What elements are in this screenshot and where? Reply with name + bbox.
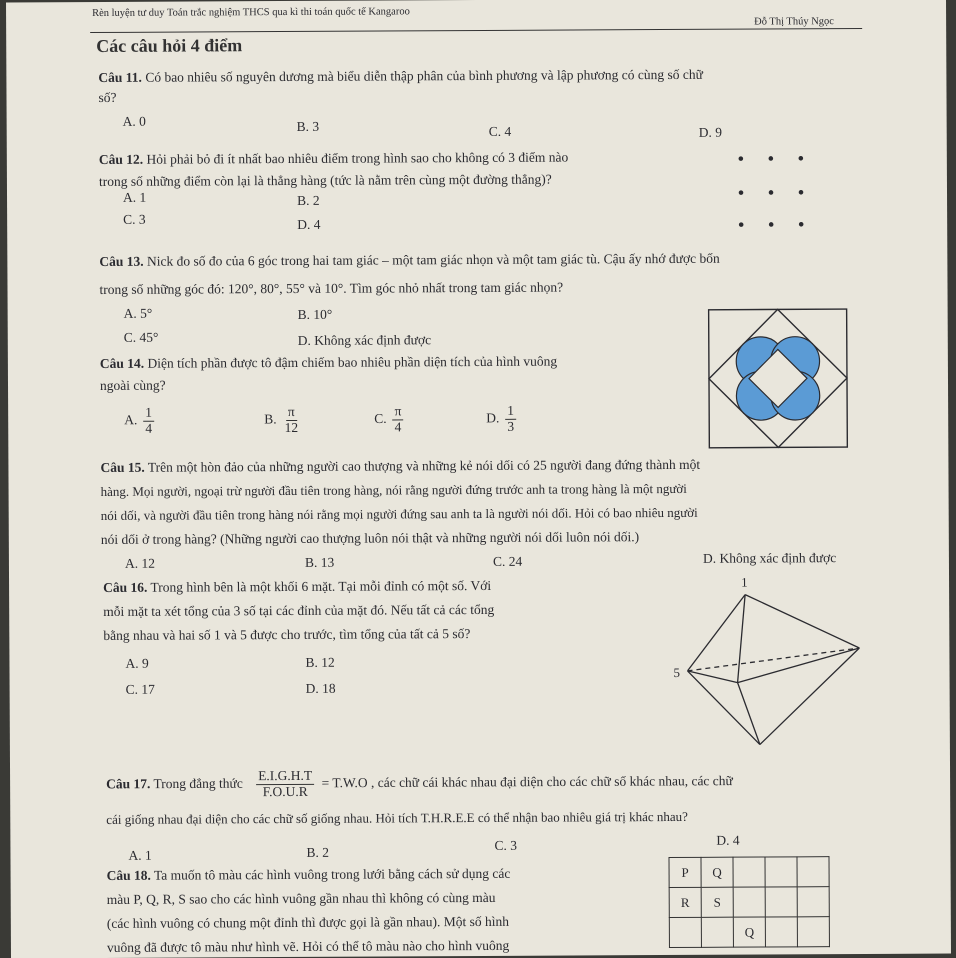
q17-line2: cái giống nhau đại diện cho các chữ số giống nhau. Hỏi tích T.H.R.E.E có thể nhận bao nhiêu giá trị khác nhau?: [106, 808, 688, 827]
q17-option-b: B. 2: [306, 844, 330, 860]
q16-bipyramid-figure: [669, 572, 870, 753]
q12-dot: [739, 156, 744, 161]
q16-option-c: C. 17: [125, 681, 155, 697]
q17-label: Câu 17.: [106, 776, 151, 792]
q14-option-c: C. $\frac{\pi}{4}$: [374, 403, 402, 435]
q12-dot: [799, 190, 804, 195]
q12-option-c: C. 3: [123, 211, 146, 227]
q15-line3: nói dối, và người đầu tiên trong hàng nói rằng mọi người đứng sau anh ta là người nói dối. Hỏi có bao nhiêu người: [100, 504, 698, 523]
q15-option-c: C. 24: [492, 553, 523, 569]
q13-option-d: D. Không xác định được: [297, 332, 432, 348]
q16-vertex-top-label: 1: [741, 574, 748, 590]
q16-line1: [103, 578, 491, 596]
q17-line1: [106, 767, 733, 801]
q16-option-a: A. 9: [125, 655, 149, 671]
q13-label: Câu 13.: [99, 253, 144, 269]
q15-line4: nói dối ở trong hàng? (Những người cao thượng luôn nói thật và những người nói dối luôn nói dối.): [100, 529, 640, 547]
grid-cell: [701, 917, 733, 947]
q12-dot: [739, 190, 744, 195]
q18-label: Câu 18.: [106, 867, 151, 883]
q17-option-a: A. 1: [128, 847, 152, 863]
grid-cell: R: [669, 887, 701, 917]
q17-pre: Trong đẳng thức: [153, 775, 243, 792]
q11-line2: số?: [98, 89, 117, 105]
q12-dot: [769, 156, 774, 161]
q18-text: Ta muốn tô màu các hình vuông trong lưới bằng cách sử dụng các: [153, 865, 511, 883]
q18-color-grid: [668, 856, 829, 948]
grid-cell: [765, 857, 797, 887]
q18-line2: màu P, Q, R, S sao cho các hình vuông gần nhau thì không có cùng màu: [106, 889, 496, 907]
q12-dot: [799, 222, 804, 227]
q11-option-c: C. 4: [488, 123, 512, 139]
q15-line2: hàng. Mọi người, ngoại trừ người đầu tiên trong hàng, nói rằng người đứng trước anh ta trong hàng là một người: [100, 480, 687, 499]
q12-dot: [799, 156, 804, 161]
q12-option-d: D. 4: [297, 216, 321, 232]
q15-line1: [100, 457, 700, 476]
q14-label: Câu 14.: [99, 355, 145, 371]
q11-label: Câu 11.: [98, 69, 142, 85]
q12-line2: trong số những điểm còn lại là thẳng hàng (tức là nằm trên cùng một đường thẳng)?: [98, 171, 552, 189]
q11-option-b: B. 3: [296, 118, 320, 134]
q16-line2: mỗi mặt ta xét tổng của 3 số tại các đỉnh của mặt đó. Nếu tất cả các tổng: [103, 601, 495, 619]
q11-option-a: A. 0: [122, 113, 146, 129]
q15-option-d: D. Không xác định được: [702, 550, 837, 566]
q13-text: Nick đo số đo của 6 góc trong hai tam giác – một tam giác nhọn và một tam giác tù. Cậu ấy nhớ được bốn: [146, 250, 720, 269]
q16-label: Câu 16.: [103, 579, 148, 595]
q12-dot: [769, 190, 774, 195]
grid-cell: [733, 857, 765, 887]
q16-option-b: B. 12: [305, 654, 335, 670]
q18-line1: [107, 866, 511, 884]
q17-fraction: $\frac{E.I.G.H.T}{F.O.U.R}$: [256, 769, 314, 800]
q12-text: Hỏi phải bỏ đi ít nhất bao nhiêu điểm trong hình sao cho không có 3 điểm nào: [146, 149, 569, 167]
grid-cell: [765, 887, 797, 917]
q14-option-d: D. $\frac{1}{3}$: [486, 402, 515, 434]
q16-option-d: D. 18: [305, 680, 336, 696]
grid-cell: [669, 917, 701, 947]
q12-label: Câu 12.: [98, 151, 144, 167]
section-title: Các câu hỏi 4 điểm: [96, 35, 243, 56]
q15-option-b: B. 13: [304, 554, 335, 570]
q15-label: Câu 15.: [100, 459, 145, 475]
q13-option-c: C. 45°: [123, 329, 159, 345]
q16-vertex-left-label: 5: [673, 664, 681, 680]
header-rule: [90, 28, 862, 33]
grid-cell: S: [701, 887, 733, 917]
q12-option-a: A. 1: [122, 189, 147, 205]
document-page: [6, 0, 951, 958]
q14-option-a: A. $\frac{1}{4}$: [124, 404, 153, 436]
grid-cell: [797, 917, 829, 947]
grid-cell: [797, 857, 829, 887]
q12-option-b: B. 2: [297, 192, 320, 208]
q14-line1: [100, 354, 557, 372]
q16-line3: bằng nhau và hai số 1 và 5 được cho trước, tìm tổng của tất cả 5 số?: [103, 626, 471, 643]
q13-option-b: B. 10°: [297, 306, 333, 322]
grid-cell: Q: [701, 857, 733, 887]
grid-row: [669, 917, 829, 948]
header-left: Rèn luyện tư duy Toán trắc nghiệm THCS qua kì thi toán quốc tế Kangaroo: [92, 6, 410, 20]
grid-cell: [797, 887, 829, 917]
q14-text: Diện tích phần được tô đậm chiếm bao nhiêu phần diện tích của hình vuông: [147, 353, 558, 371]
q17-post: = T.W.O , các chữ cái khác nhau đại diện cho các chữ số khác nhau, các chữ: [321, 773, 733, 791]
grid-cell: [733, 887, 765, 917]
grid-cell: Q: [733, 917, 765, 947]
grid-cell: P: [669, 857, 701, 887]
q11-option-d: D. 9: [698, 124, 722, 140]
q12-dot-grid-figure: [727, 146, 817, 236]
q11-text: Có bao nhiêu số nguyên dương mà biểu diễn thập phân của bình phương và lập phương có cùng số chữ: [145, 66, 703, 85]
q15-option-a: A. 12: [124, 555, 155, 571]
grid-cell: [765, 917, 797, 947]
q18-line3: (các hình vuông có chung một đỉnh thì được gọi là gần nhau). Một số hình: [106, 913, 510, 931]
q18-line4: vuông đã được tô màu như hình vẽ. Hỏi có thể tô màu nào cho hình vuông: [106, 937, 510, 955]
q14-option-b: B. $\frac{\pi}{12}$: [264, 403, 299, 435]
q16-text: Trong hình bên là một khối 6 mặt. Tại mỗi đỉnh có một số. Với: [150, 577, 492, 595]
header-right: Đỗ Thị Thúy Ngọc: [754, 16, 834, 28]
grid-row: [669, 857, 829, 888]
q12-line1: [99, 150, 569, 168]
q11-line1: [98, 67, 703, 86]
q14-shaded-square-figure: [708, 308, 849, 449]
q17-option-d: D. 4: [716, 832, 740, 848]
grid-row: [669, 887, 829, 918]
q12-dot: [739, 222, 744, 227]
q12-dot: [769, 222, 774, 227]
q17-option-c: C. 3: [494, 837, 517, 853]
q13-line1: [99, 251, 719, 270]
q14-line2: ngoài cùng?: [99, 377, 166, 393]
q13-option-a: A. 5°: [123, 305, 153, 321]
q13-line2: trong số những góc đó: 120°, 80°, 55° và 10°. Tìm góc nhỏ nhất trong tam giác nhọn?: [99, 279, 564, 297]
q15-text: Trên một hòn đảo của những người cao thượng và những kẻ nói dối có 25 người đang đứng thành một: [147, 456, 701, 475]
